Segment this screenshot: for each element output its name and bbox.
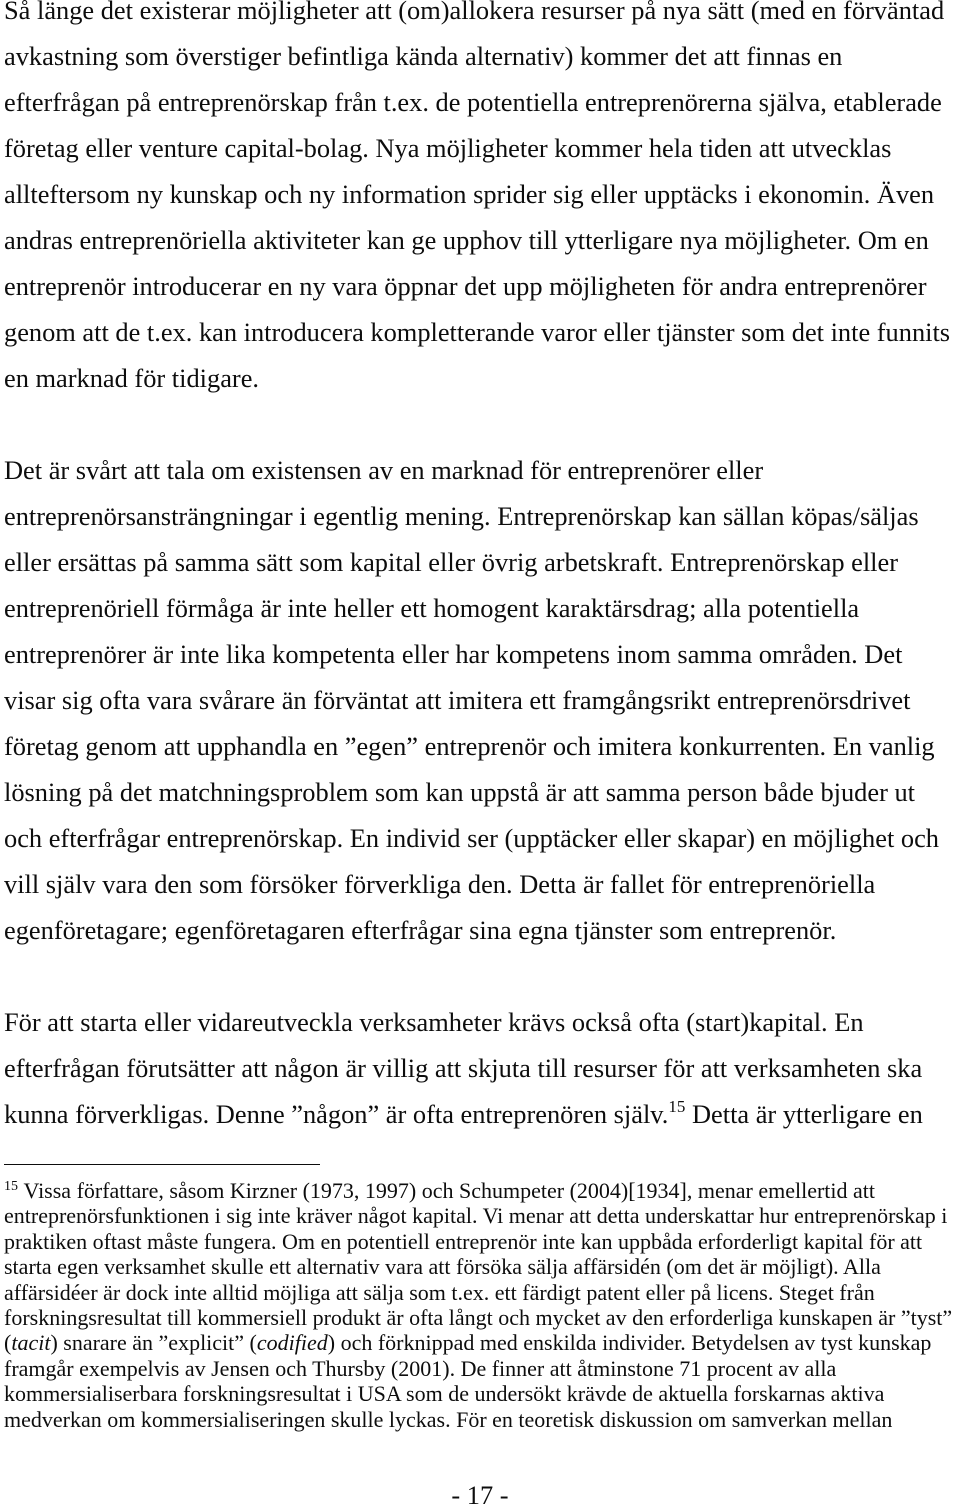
text-line: lösning på det matchningsproblem som kan uppstå är att samma person både bjuder ut [4, 777, 916, 807]
text-line [4, 1091, 923, 1137]
text-line: vill själv vara den som försöker förverkliga den. Detta är fallet för entreprenöriella [4, 869, 876, 899]
paragraph-3 [4, 999, 923, 1137]
footnote [4, 1178, 952, 1432]
footnote-separator [4, 1164, 320, 1165]
text-segment: kunna förverkligas. Denne ”någon” är ofta entreprenören själv. [4, 1099, 669, 1129]
text-line: andras entreprenöriella aktiviteter kan ge upphov till ytterligare nya möjligheter. Om en [4, 225, 929, 255]
text-segment: Detta är ytterligare en [691, 1099, 923, 1129]
paragraph-1 [4, 0, 950, 401]
footnote-line [4, 1178, 952, 1203]
text-line: visar sig ofta vara svårare än förväntat att imitera ett framgångsrikt entreprenörsdrivet [4, 685, 911, 715]
text-line: företag genom att upphandla en ”egen” entreprenör och imitera konkurrenten. En vanlig [4, 731, 935, 761]
text-line: För att starta eller vidareutveckla verksamheter krävs också ofta (start)kapital. En [4, 1007, 864, 1037]
text-line: entreprenörsansträngningar i egentlig mening. Entreprenörskap kan sällan köpas/säljas [4, 501, 919, 531]
footnote-line: starta egen verksamhet skulle ett alternativ vara att försöka sälja affärsidén (om det är möjligt). Alla [4, 1254, 881, 1280]
text-line: Det är svårt att tala om existensen av en marknad för entreprenörer eller [4, 455, 764, 485]
italic-term: codified [256, 1330, 328, 1356]
text-line: företag eller venture capital-bolag. Nya möjligheter kommer hela tiden att utvecklas [4, 133, 892, 163]
text-line: en marknad för tidigare. [4, 363, 260, 393]
footnote-line: affärsidéer är dock inte alltid möjliga att sälja som t.ex. ett färdigt patent eller på licens. Steget från [4, 1279, 875, 1305]
text-line: egenföretagare; egenföretagaren efterfrågar sina egna tjänster som entreprenör. [4, 915, 837, 945]
text-segment: Vissa författare, såsom Kirzner (1973, 1997) och Schumpeter (2004)[1934], menar emellertid att [23, 1178, 876, 1203]
text-segment: ) och förknippad med enskilda individer. Betydelsen av tyst kunskap [327, 1330, 932, 1356]
text-line: genom att de t.ex. kan introducera kompletterande varor eller tjänster som det inte funnits [4, 317, 951, 347]
footnote-line: entreprenörsfunktionen i sig inte kräver något kapital. Vi menar att detta underskattar hur entreprenörskap i [4, 1203, 948, 1229]
footnote-reference: 15 [668, 1097, 686, 1116]
footnote-number: 15 [4, 1179, 18, 1194]
text-line: entreprenöriell förmåga är inte heller ett homogent karaktärsdrag; alla potentiella [4, 593, 860, 623]
text-line: efterfrågan förutsätter att någon är villig att skjuta till resurser för att verksamheten ska [4, 1053, 923, 1083]
page-number: - 17 - [451, 1480, 509, 1510]
italic-term: tacit [11, 1330, 51, 1356]
text-line: eller ersättas på samma sätt som kapital eller övrig arbetskraft. Entreprenörskap eller [4, 547, 898, 577]
text-line: och efterfrågar entreprenörskap. En individ ser (upptäcker eller skapar) en möjlighet och [4, 823, 939, 853]
footnote-line: medverkan om kommersialiseringen skulle lyckas. För en teoretisk diskussion om samverkan mellan [4, 1406, 893, 1432]
text-segment: ( [4, 1330, 12, 1356]
text-line: entreprenörer är inte lika kompetenta eller har kompetens inom samma områden. Det [4, 639, 903, 669]
footnote-line: forskningsresultat till kommersiell produkt är ofta långt och mycket av den erforderliga kunskapen är ”tyst” [4, 1304, 953, 1330]
text-segment: ) snarare än ”explicit” ( [50, 1330, 257, 1356]
footnote-line [4, 1330, 952, 1355]
footnote-line: praktiken oftast måste fungera. Om en potentiell entreprenör inte kan uppbåda erforderligt kapital för att [4, 1228, 923, 1254]
footnote-line: framgår exempelvis av Jensen och Thursby (2001). De finner att åtminstone 71 procent av alla [4, 1355, 837, 1381]
text-line: entreprenör introducerar en ny vara öppnar det upp möjligheten för andra entreprenörer [4, 271, 927, 301]
text-line: avkastning som överstiger befintliga kända alternativ) kommer det att finnas en [4, 41, 843, 71]
paragraph-2 [4, 447, 939, 953]
text-line: efterfrågan på entreprenörskap från t.ex. de potentiella entreprenörerna själva, etablerade [4, 87, 942, 117]
text-line: allteftersom ny kunskap och ny information sprider sig eller upptäcks i ekonomin. Även [4, 179, 935, 209]
text-line: Så länge det existerar möjligheter att (om)allokera resurser på nya sätt (med en förväntad [4, 0, 945, 25]
footnote-line: kommersialiserbara forskningsresultat i USA som de undersökt krävde de aktuella forskarnas aktiva [4, 1381, 885, 1407]
